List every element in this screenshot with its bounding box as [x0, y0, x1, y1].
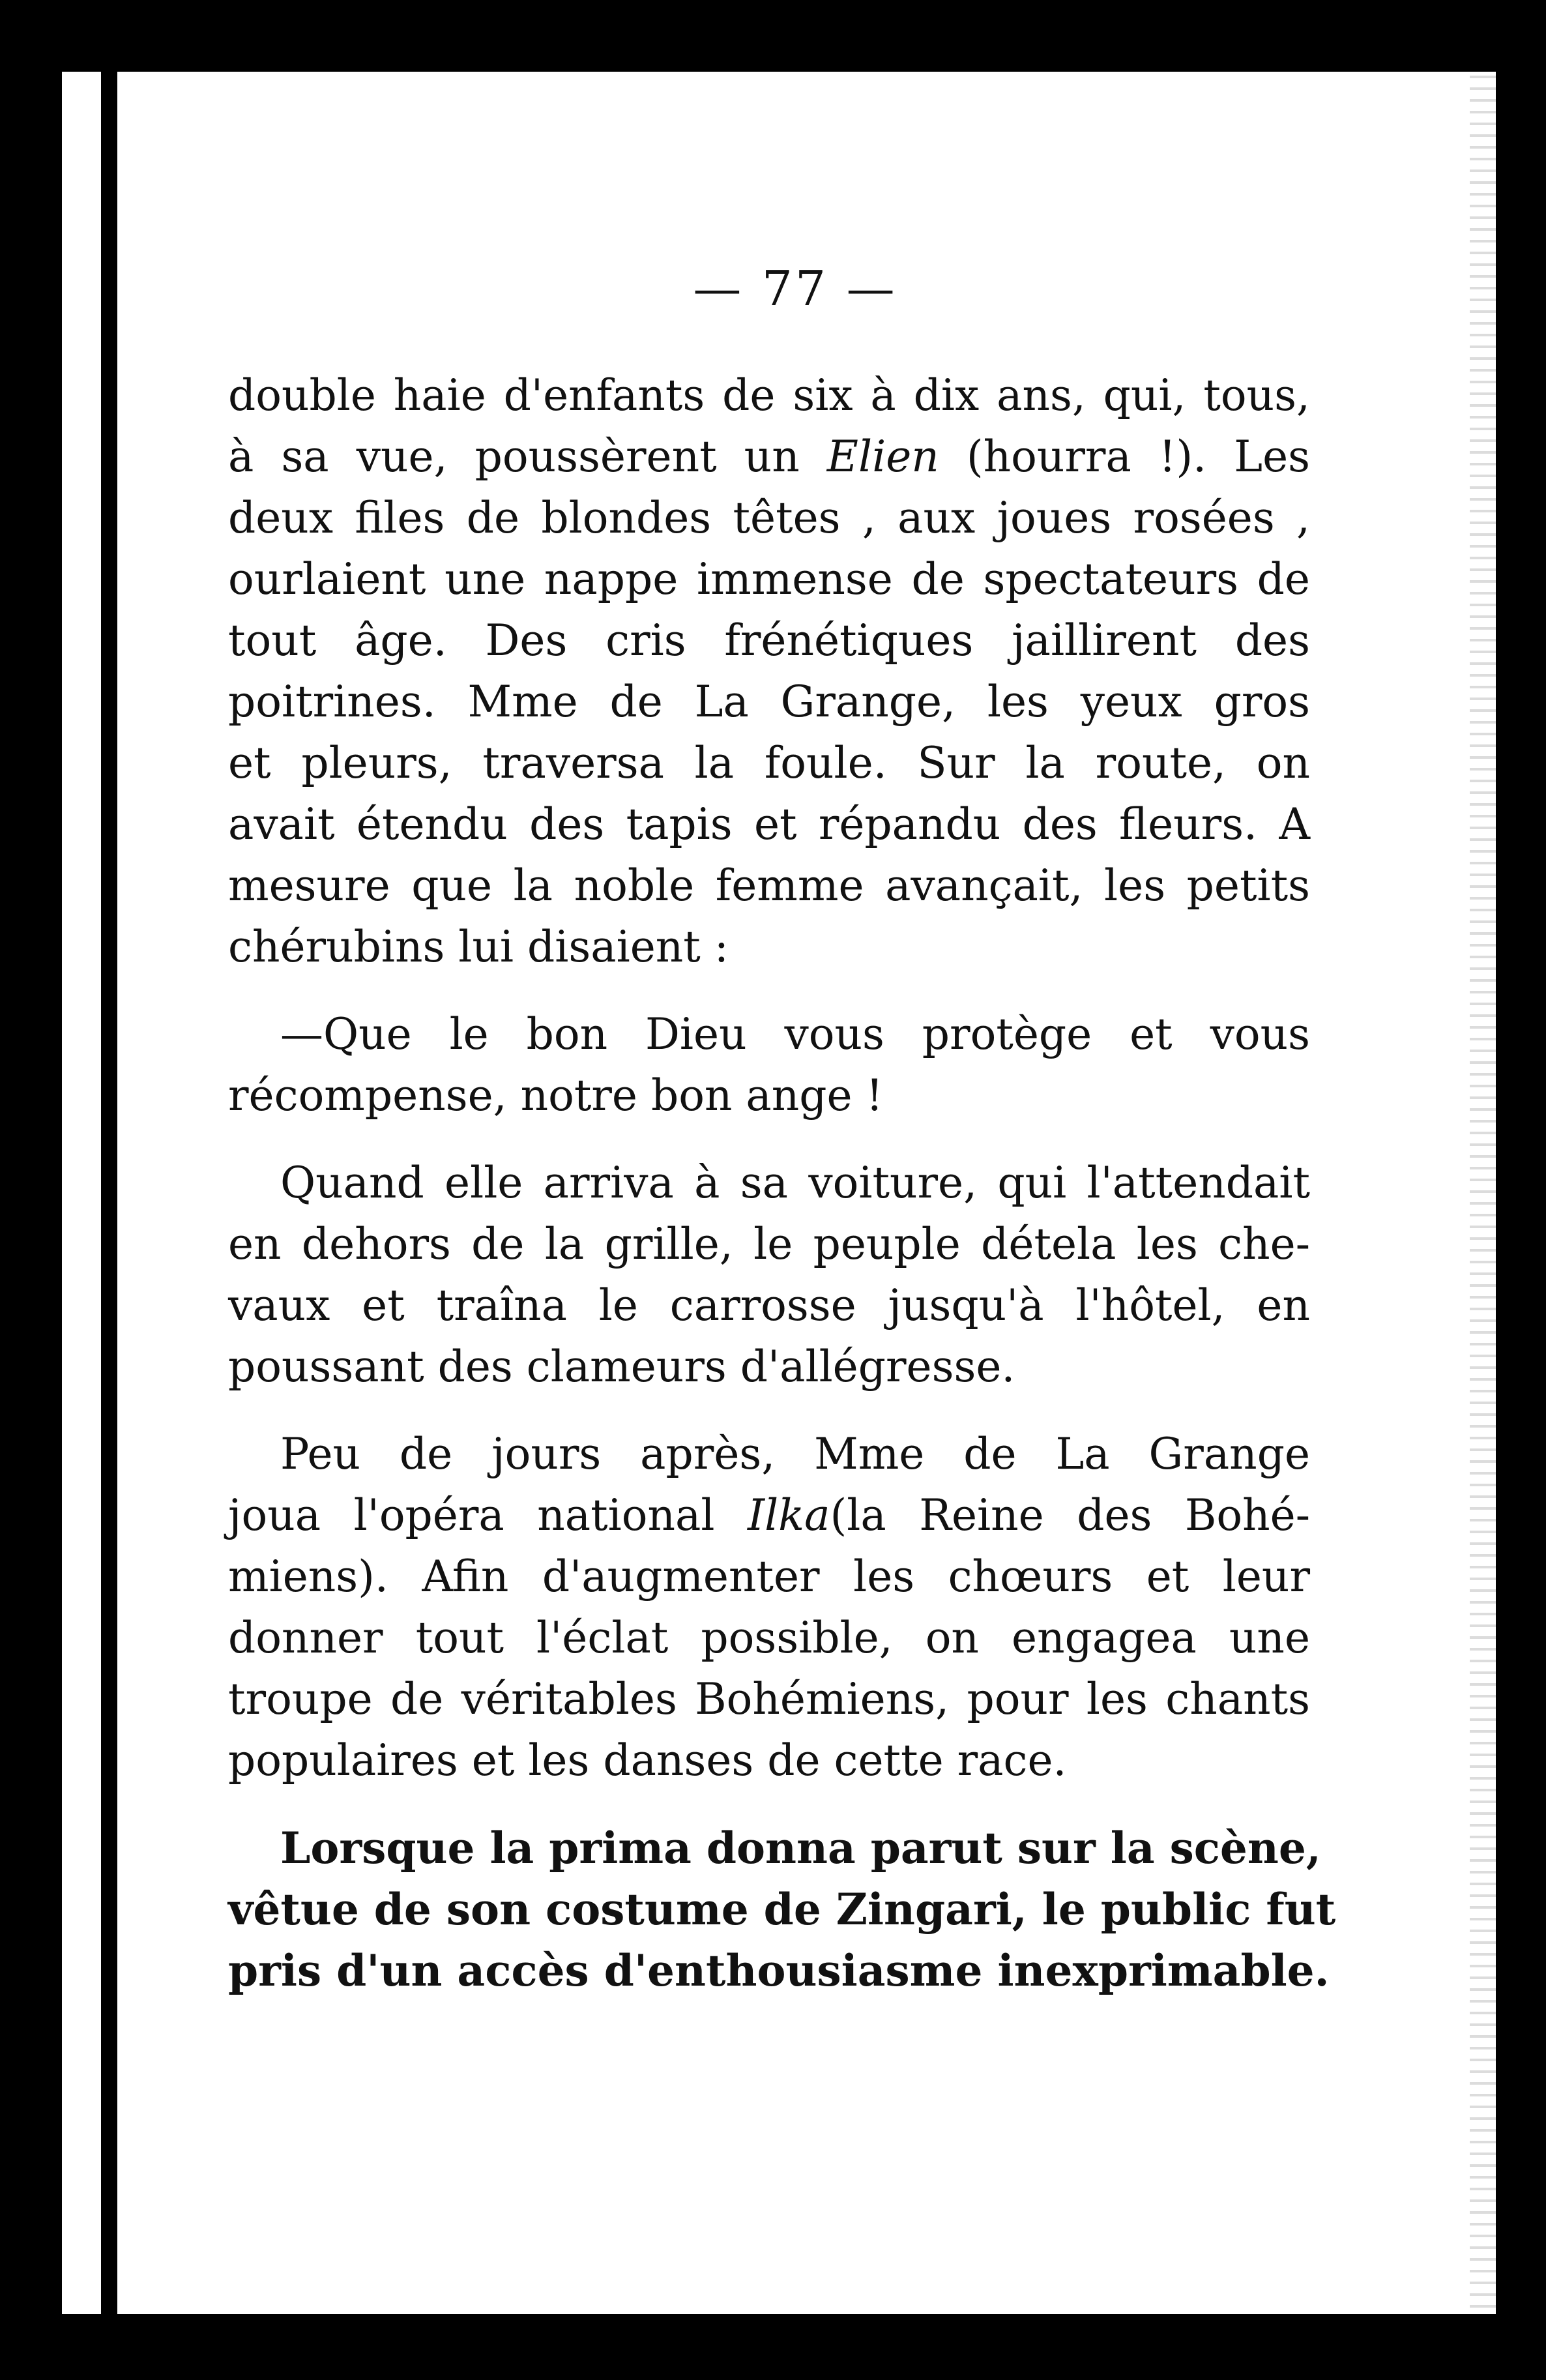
- paragraph-2: [228, 1004, 1310, 1126]
- page-left-margin-strip: [62, 72, 101, 2314]
- text-fragment: joua l'opéra national: [228, 1490, 715, 1540]
- paragraph-1: [228, 365, 1310, 978]
- text-line: pris d'un accès d'enthousiasme inexprimable.: [228, 1945, 1330, 1996]
- text-fragment: à sa vue, poussèrent un: [228, 432, 800, 482]
- italic-word: Ilka: [748, 1490, 830, 1540]
- page-number: — 77 —: [693, 261, 897, 317]
- page-right-edge-shadow: [1470, 72, 1496, 2314]
- text-line: mesure que la noble femme avançait, les petits: [228, 860, 1310, 911]
- text-line: poitrines. Mme de La Grange, les yeux gros: [228, 677, 1310, 727]
- page-body-text: [228, 365, 1336, 2001]
- text-line: Quand elle arriva à sa voiture, qui l'attendait: [280, 1158, 1310, 1208]
- text-line: tout âge. Des cris frénétiques jaillirent des: [228, 615, 1310, 666]
- text-line: poussant des clameurs d'allégresse.: [228, 1342, 1015, 1392]
- text-line: chérubins lui disaient :: [228, 922, 729, 972]
- text-line: donner tout l'éclat possible, on engagea une: [228, 1613, 1310, 1663]
- text-line: Peu de jours après, Mme de La Grange: [280, 1429, 1310, 1479]
- paragraph-3: [228, 1153, 1310, 1398]
- text-line: Lorsque la prima donna parut sur la scène,: [280, 1823, 1321, 1873]
- italic-word: Elien: [826, 432, 939, 482]
- text-line: récompense, notre bon ange !: [228, 1070, 884, 1121]
- paragraph-4: [228, 1424, 1310, 1791]
- text-line: avait étendu des tapis et répandu des fleurs. A: [228, 799, 1310, 849]
- text-line: vêtue de son costume de Zingari, le public fut: [228, 1884, 1336, 1935]
- text-line: double haie d'enfants de six à dix ans, qui, tous,: [228, 370, 1310, 420]
- text-line: vaux et traîna le carrosse jusqu'à l'hôtel, en: [228, 1280, 1310, 1330]
- text-line: —Que le bon Dieu vous protège et vous: [280, 1009, 1310, 1059]
- text-line: deux files de blondes têtes , aux joues rosées ,: [228, 493, 1310, 543]
- text-line: [228, 426, 1310, 488]
- text-line: troupe de véritables Bohémiens, pour les chants: [228, 1674, 1310, 1724]
- text-fragment: (la Reine des Bohé-: [830, 1490, 1310, 1540]
- text-fragment: (hourra !). Les: [966, 432, 1310, 482]
- paragraph-5: [228, 1817, 1336, 2001]
- text-line: populaires et les danses de cette race.: [228, 1735, 1067, 1785]
- text-line: [228, 1485, 1310, 1546]
- book-page: [117, 72, 1473, 2314]
- text-line: et pleurs, traversa la foule. Sur la route, on: [228, 738, 1310, 788]
- text-line: miens). Afin d'augmenter les chœurs et leur: [228, 1551, 1310, 1602]
- text-line: ourlaient une nappe immense de spectateurs de: [228, 554, 1310, 604]
- text-line: en dehors de la grille, le peuple dételа les che-: [228, 1219, 1310, 1269]
